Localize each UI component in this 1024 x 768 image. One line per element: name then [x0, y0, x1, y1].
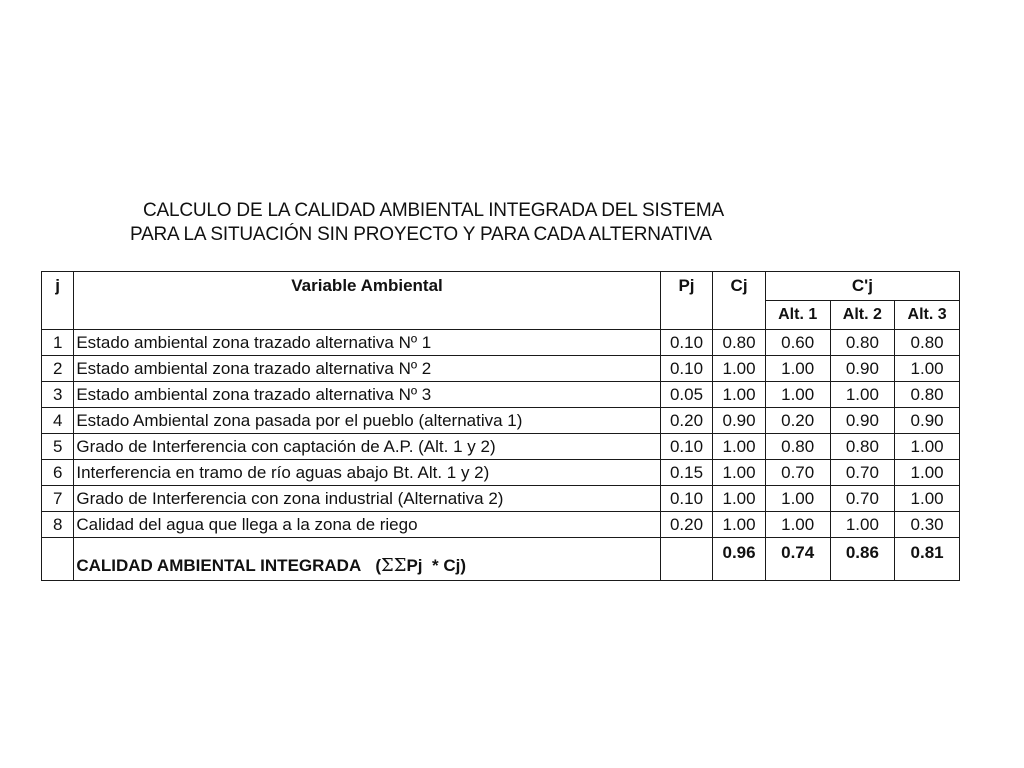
alt1-value: 1.00	[765, 356, 830, 382]
pj-value: 0.10	[660, 434, 713, 460]
table-row	[42, 512, 960, 538]
cj-value: 0.80	[713, 330, 766, 356]
pj-value: 0.05	[660, 382, 713, 408]
cj-value: 1.00	[713, 382, 766, 408]
alt1-value: 0.60	[765, 330, 830, 356]
header-cprime: C'j	[765, 272, 959, 301]
document-title	[130, 199, 850, 247]
variable-name: Estado ambiental zona trazado alternativa Nº 3	[74, 382, 660, 408]
cj-value: 1.00	[713, 486, 766, 512]
row-index: 4	[42, 408, 74, 434]
table-row	[42, 408, 960, 434]
alt2-value: 0.80	[830, 330, 895, 356]
header-row-1	[42, 272, 960, 301]
alt2-value: 0.70	[830, 486, 895, 512]
cj-value: 0.90	[713, 408, 766, 434]
header-alt-1: Alt. 1	[765, 301, 830, 330]
alt3-value: 0.80	[895, 330, 960, 356]
pj-value: 0.15	[660, 460, 713, 486]
pj-value: 0.20	[660, 408, 713, 434]
row-index: 8	[42, 512, 74, 538]
header-cj: Cj	[713, 272, 766, 330]
total-label: CALIDAD AMBIENTAL INTEGRADA	[76, 556, 361, 575]
variable-name: Grado de Interferencia con zona industrial (Alternativa 2)	[74, 486, 660, 512]
double-sigma-symbol: ΣΣ	[381, 555, 407, 576]
row-index: 5	[42, 434, 74, 460]
cj-value: 1.00	[713, 460, 766, 486]
alt2-value: 0.90	[830, 356, 895, 382]
total-index-cell	[42, 538, 74, 581]
alt1-value: 0.70	[765, 460, 830, 486]
cj-value: 1.00	[713, 512, 766, 538]
alt2-value: 1.00	[830, 512, 895, 538]
formula-pj: Pj	[406, 556, 423, 575]
header-pj: Pj	[660, 272, 713, 330]
alt1-value: 1.00	[765, 382, 830, 408]
alt3-value: 1.00	[895, 434, 960, 460]
total-alt3-value: 0.81	[895, 538, 960, 581]
pj-value: 0.10	[660, 486, 713, 512]
total-row	[42, 538, 960, 581]
total-alt2-value: 0.86	[830, 538, 895, 581]
alt1-value: 1.00	[765, 486, 830, 512]
alt3-value: 0.90	[895, 408, 960, 434]
row-index: 6	[42, 460, 74, 486]
table-row	[42, 330, 960, 356]
total-alt1-value: 0.74	[765, 538, 830, 581]
alt2-value: 0.80	[830, 434, 895, 460]
alt3-value: 1.00	[895, 486, 960, 512]
variable-name: Interferencia en tramo de río aguas abajo Bt. Alt. 1 y 2)	[74, 460, 660, 486]
table-row	[42, 486, 960, 512]
pj-value: 0.10	[660, 330, 713, 356]
row-index: 2	[42, 356, 74, 382]
alt3-value: 1.00	[895, 460, 960, 486]
pj-value: 0.10	[660, 356, 713, 382]
environmental-quality-table	[41, 271, 960, 581]
title-line-2: PARA LA SITUACIÓN SIN PROYECTO Y PARA CADA ALTERNATIVA	[130, 224, 712, 245]
variable-name: Calidad del agua que llega a la zona de riego	[74, 512, 660, 538]
alt3-value: 0.30	[895, 512, 960, 538]
table-row	[42, 382, 960, 408]
alt2-value: 0.70	[830, 460, 895, 486]
variable-name: Grado de Interferencia con captación de A.P. (Alt. 1 y 2)	[74, 434, 660, 460]
row-index: 7	[42, 486, 74, 512]
variable-name: Estado Ambiental zona pasada por el pueblo (alternativa 1)	[74, 408, 660, 434]
formula-open-paren: (	[375, 556, 382, 575]
alt1-value: 1.00	[765, 512, 830, 538]
header-alt-2: Alt. 2	[830, 301, 895, 330]
row-index: 1	[42, 330, 74, 356]
total-label-cell	[74, 538, 660, 581]
alt2-value: 1.00	[830, 382, 895, 408]
variable-name: Estado ambiental zona trazado alternativa Nº 2	[74, 356, 660, 382]
cj-value: 1.00	[713, 356, 766, 382]
header-j: j	[42, 272, 74, 330]
formula-rest: * Cj)	[422, 556, 466, 575]
title-line-1: CALCULO DE LA CALIDAD AMBIENTAL INTEGRADA DEL SISTEMA	[143, 200, 725, 221]
cj-value: 1.00	[713, 434, 766, 460]
total-pj-cell	[660, 538, 713, 581]
alt1-value: 0.80	[765, 434, 830, 460]
alt1-value: 0.20	[765, 408, 830, 434]
row-index: 3	[42, 382, 74, 408]
total-cj-value: 0.96	[713, 538, 766, 581]
variable-name: Estado ambiental zona trazado alternativa Nº 1	[74, 330, 660, 356]
header-variable: Variable Ambiental	[74, 272, 660, 330]
alt3-value: 0.80	[895, 382, 960, 408]
table-row	[42, 356, 960, 382]
alt3-value: 1.00	[895, 356, 960, 382]
pj-value: 0.20	[660, 512, 713, 538]
table-row	[42, 460, 960, 486]
table-row	[42, 434, 960, 460]
header-alt-3: Alt. 3	[895, 301, 960, 330]
alt2-value: 0.90	[830, 408, 895, 434]
